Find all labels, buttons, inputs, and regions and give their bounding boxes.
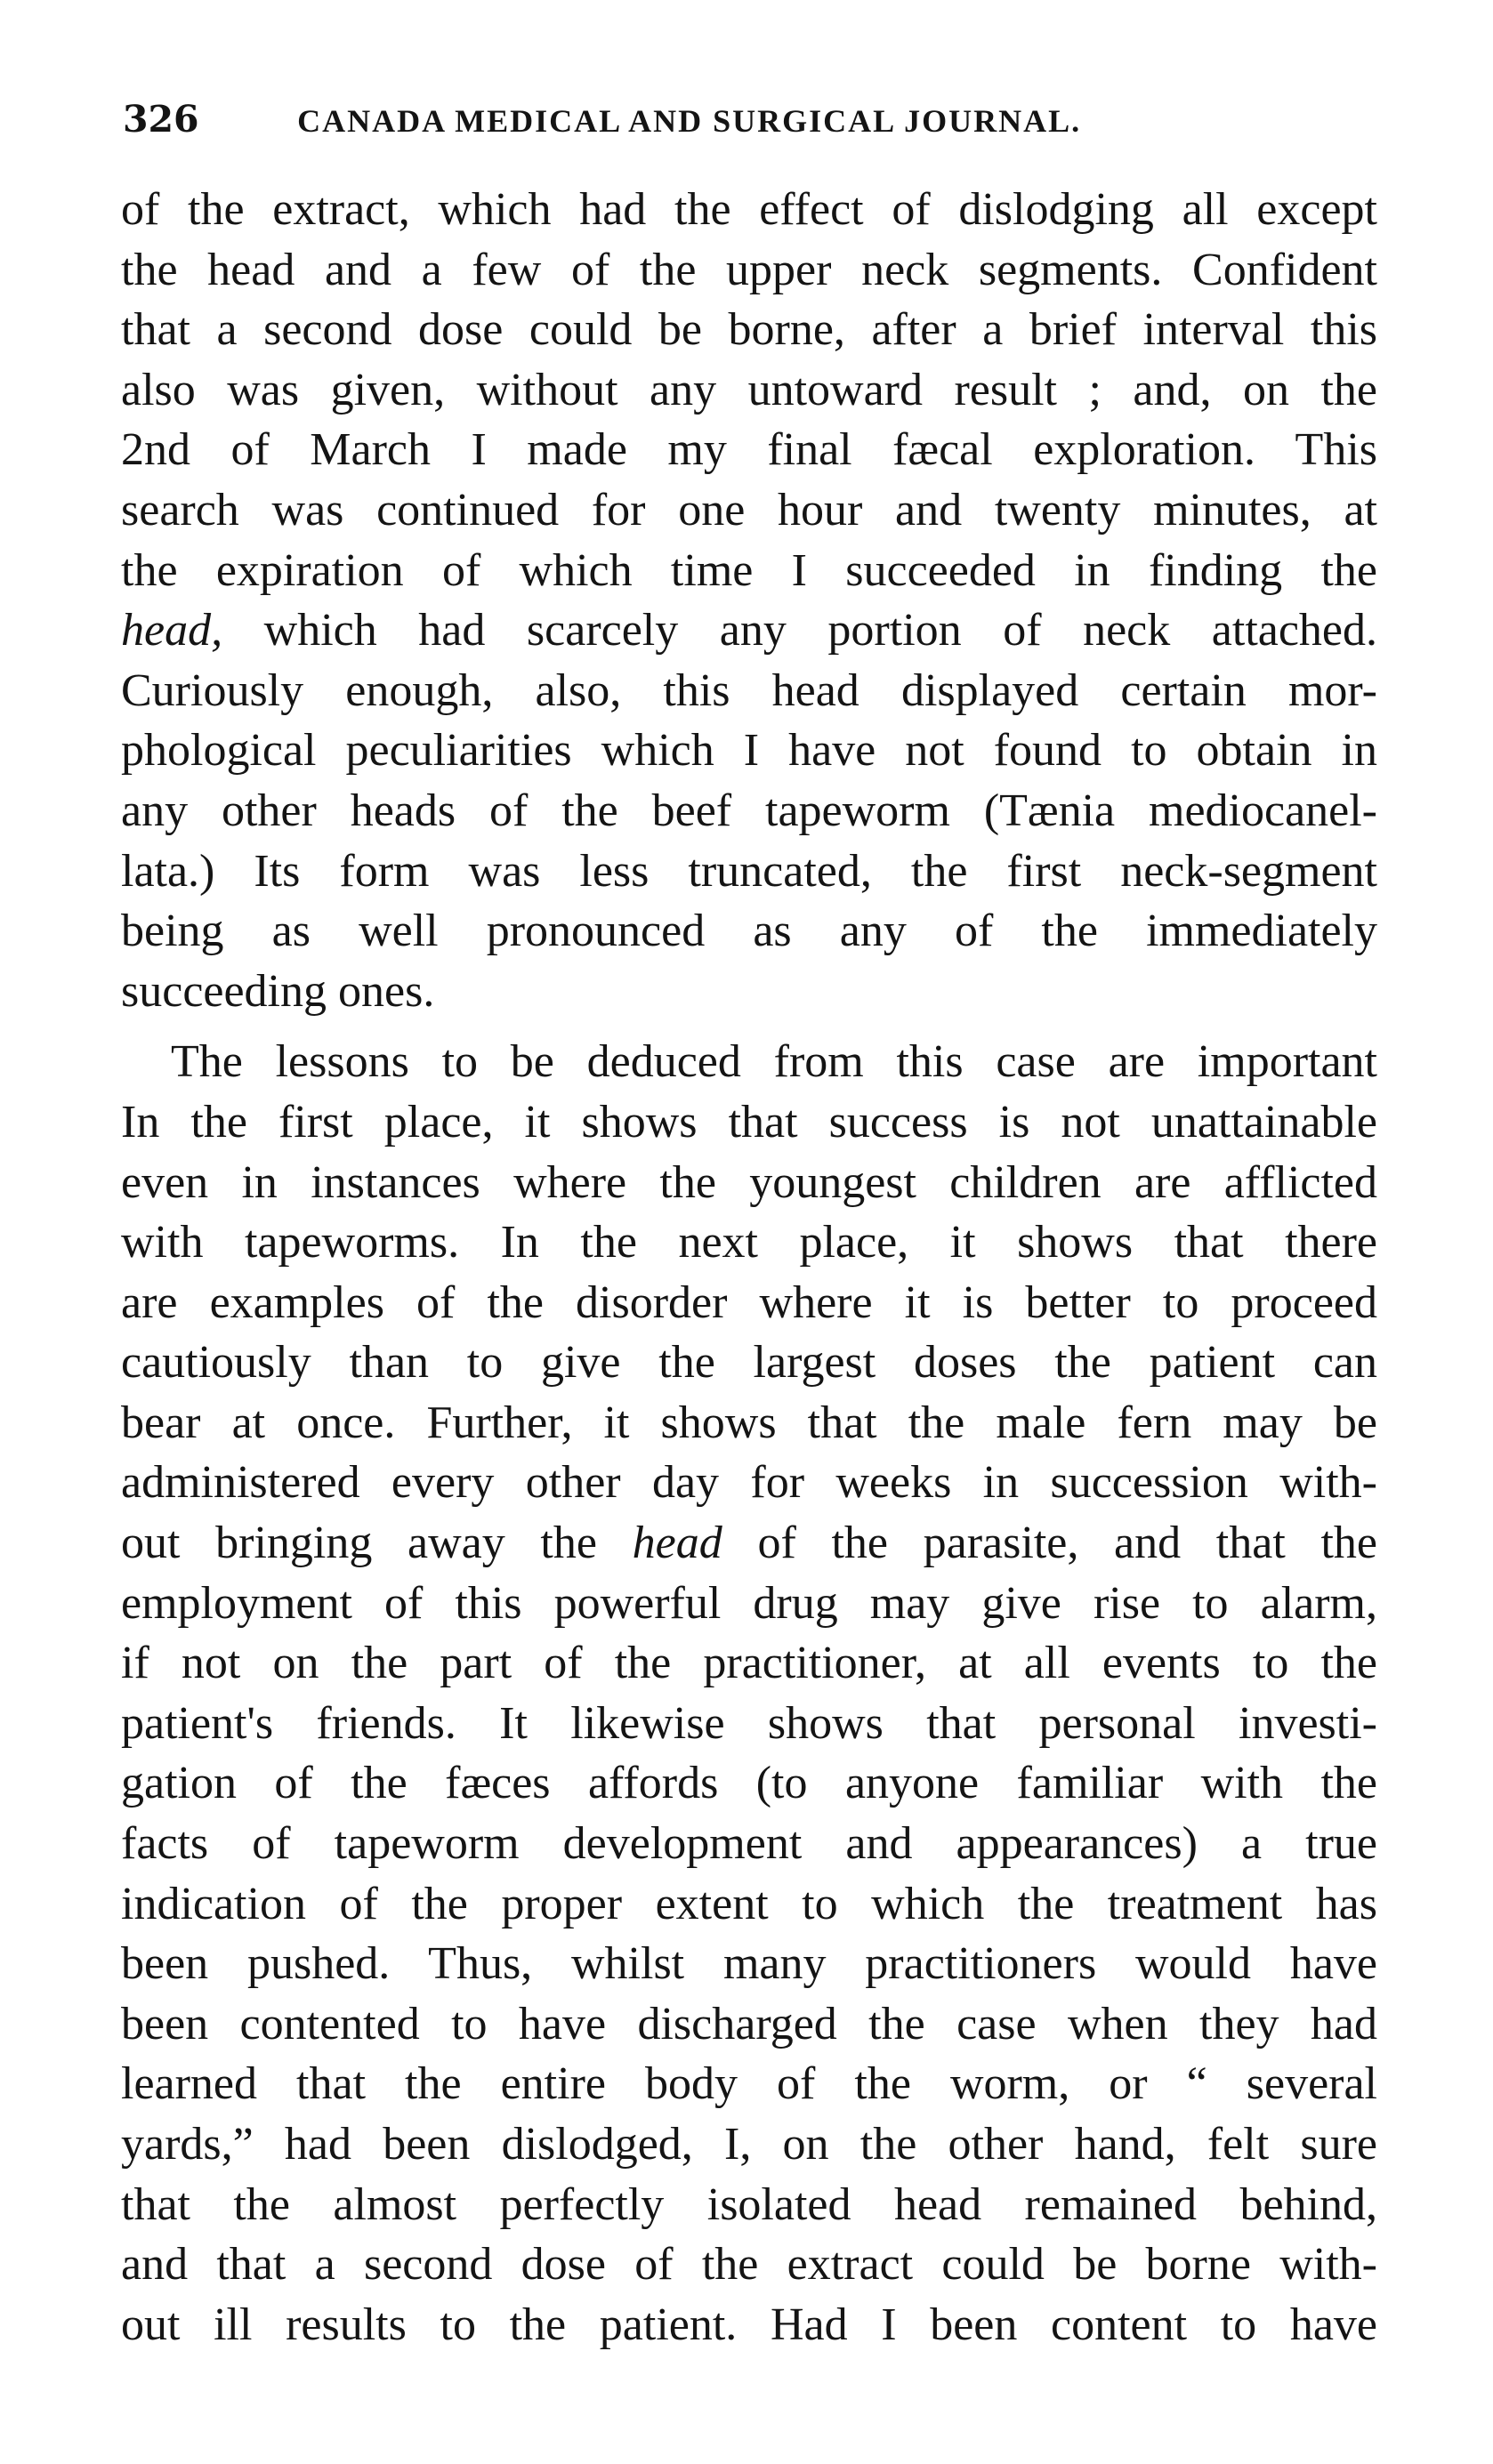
paragraph-1 — [121, 180, 1377, 1021]
text-line: if not on the part of the practitioner, at all events to the — [121, 1638, 1377, 1689]
text-line: gation of the fæces affords (to anyone familiar with the — [121, 1758, 1377, 1809]
text-line: the head and a few of the upper neck segments. Confident — [121, 244, 1377, 295]
text-line: In the first place, it shows that success is not unattainable — [121, 1096, 1377, 1147]
text-line: with tapeworms. In the next place, it shows that there — [121, 1217, 1377, 1268]
text-line: indication of the proper extent to which the treatment has — [121, 1878, 1377, 1929]
text-line-with-italic — [121, 1513, 1377, 1574]
body-text — [121, 180, 1377, 2355]
text-line: employment of this powerful drug may give rise to alarm, — [121, 1577, 1377, 1629]
text-line: even in instances where the youngest children are afflicted — [121, 1156, 1377, 1208]
text-line: search was continued for one hour and twenty minutes, at — [121, 484, 1377, 535]
text-line: that a second dose could be borne, after a brief interval this — [121, 304, 1377, 356]
running-head — [123, 93, 1386, 146]
text-line: The lessons to be deduced from this case are important — [171, 1036, 1377, 1088]
journal-title: CANADA MEDICAL AND SURGICAL JOURNAL. — [297, 103, 1082, 139]
text-line: succeeding ones. — [121, 965, 435, 1017]
text-line: lata.) Its form was less truncated, the first neck-segment — [121, 845, 1377, 897]
text-line: been pushed. Thus, whilst many practitioners would have — [121, 1938, 1377, 1990]
text-fragment: of the parasite, and that the — [757, 1518, 1377, 1569]
text-line: the expiration of which time I succeeded in finding the — [121, 544, 1377, 596]
italic-word: head — [632, 1518, 722, 1569]
text-fragment: which had scarcely any portion of neck attached. — [263, 605, 1378, 656]
text-line: are examples of the disorder where it is better to proceed — [121, 1276, 1377, 1328]
text-line: phological peculiarities which I have not found to obtain in — [121, 725, 1377, 777]
paragraph-2 — [121, 1032, 1377, 2355]
text-line: that the almost perfectly isolated head remained behind, — [121, 2178, 1377, 2230]
text-line: being as well pronounced as any of the immediately — [121, 906, 1377, 957]
text-fragment: out bringing away the — [121, 1518, 597, 1569]
text-line: also was given, without any untoward result ; and, on the — [121, 364, 1377, 415]
text-line: Curiously enough, also, this head displayed certain mor- — [121, 664, 1377, 716]
text-line: been contented to have discharged the case when they had — [121, 1998, 1377, 2049]
text-line: administered every other day for weeks in succession with- — [121, 1457, 1377, 1509]
text-line: and that a second dose of the extract could be borne with- — [121, 2239, 1377, 2291]
text-line: out ill results to the patient. Had I been content to have — [121, 2299, 1377, 2350]
paragraph-gap — [121, 1021, 1377, 1032]
italic-word: head, — [121, 605, 223, 656]
text-line: patient's friends. It likewise shows that personal investi- — [121, 1697, 1377, 1749]
text-line: of the extract, which had the effect of dislodging all except — [121, 184, 1377, 235]
text-line: bear at once. Further, it shows that the male fern may be — [121, 1397, 1377, 1448]
text-line-with-italic — [121, 600, 1377, 661]
text-line: yards,” had been dislodged, I, on the other hand, felt sure — [121, 2119, 1377, 2170]
text-line: facts of tapeworm development and appearances) a true — [121, 1818, 1377, 1870]
text-line: learned that the entire body of the worm, or “ several — [121, 2058, 1377, 2110]
page-number: 326 — [123, 98, 199, 141]
text-line: any other heads of the beef tapeworm (Tænia mediocanel- — [121, 785, 1377, 836]
text-line: cautiously than to give the largest doses the patient can — [121, 1337, 1377, 1389]
text-line: 2nd of March I made my final fæcal exploration. This — [121, 424, 1377, 476]
